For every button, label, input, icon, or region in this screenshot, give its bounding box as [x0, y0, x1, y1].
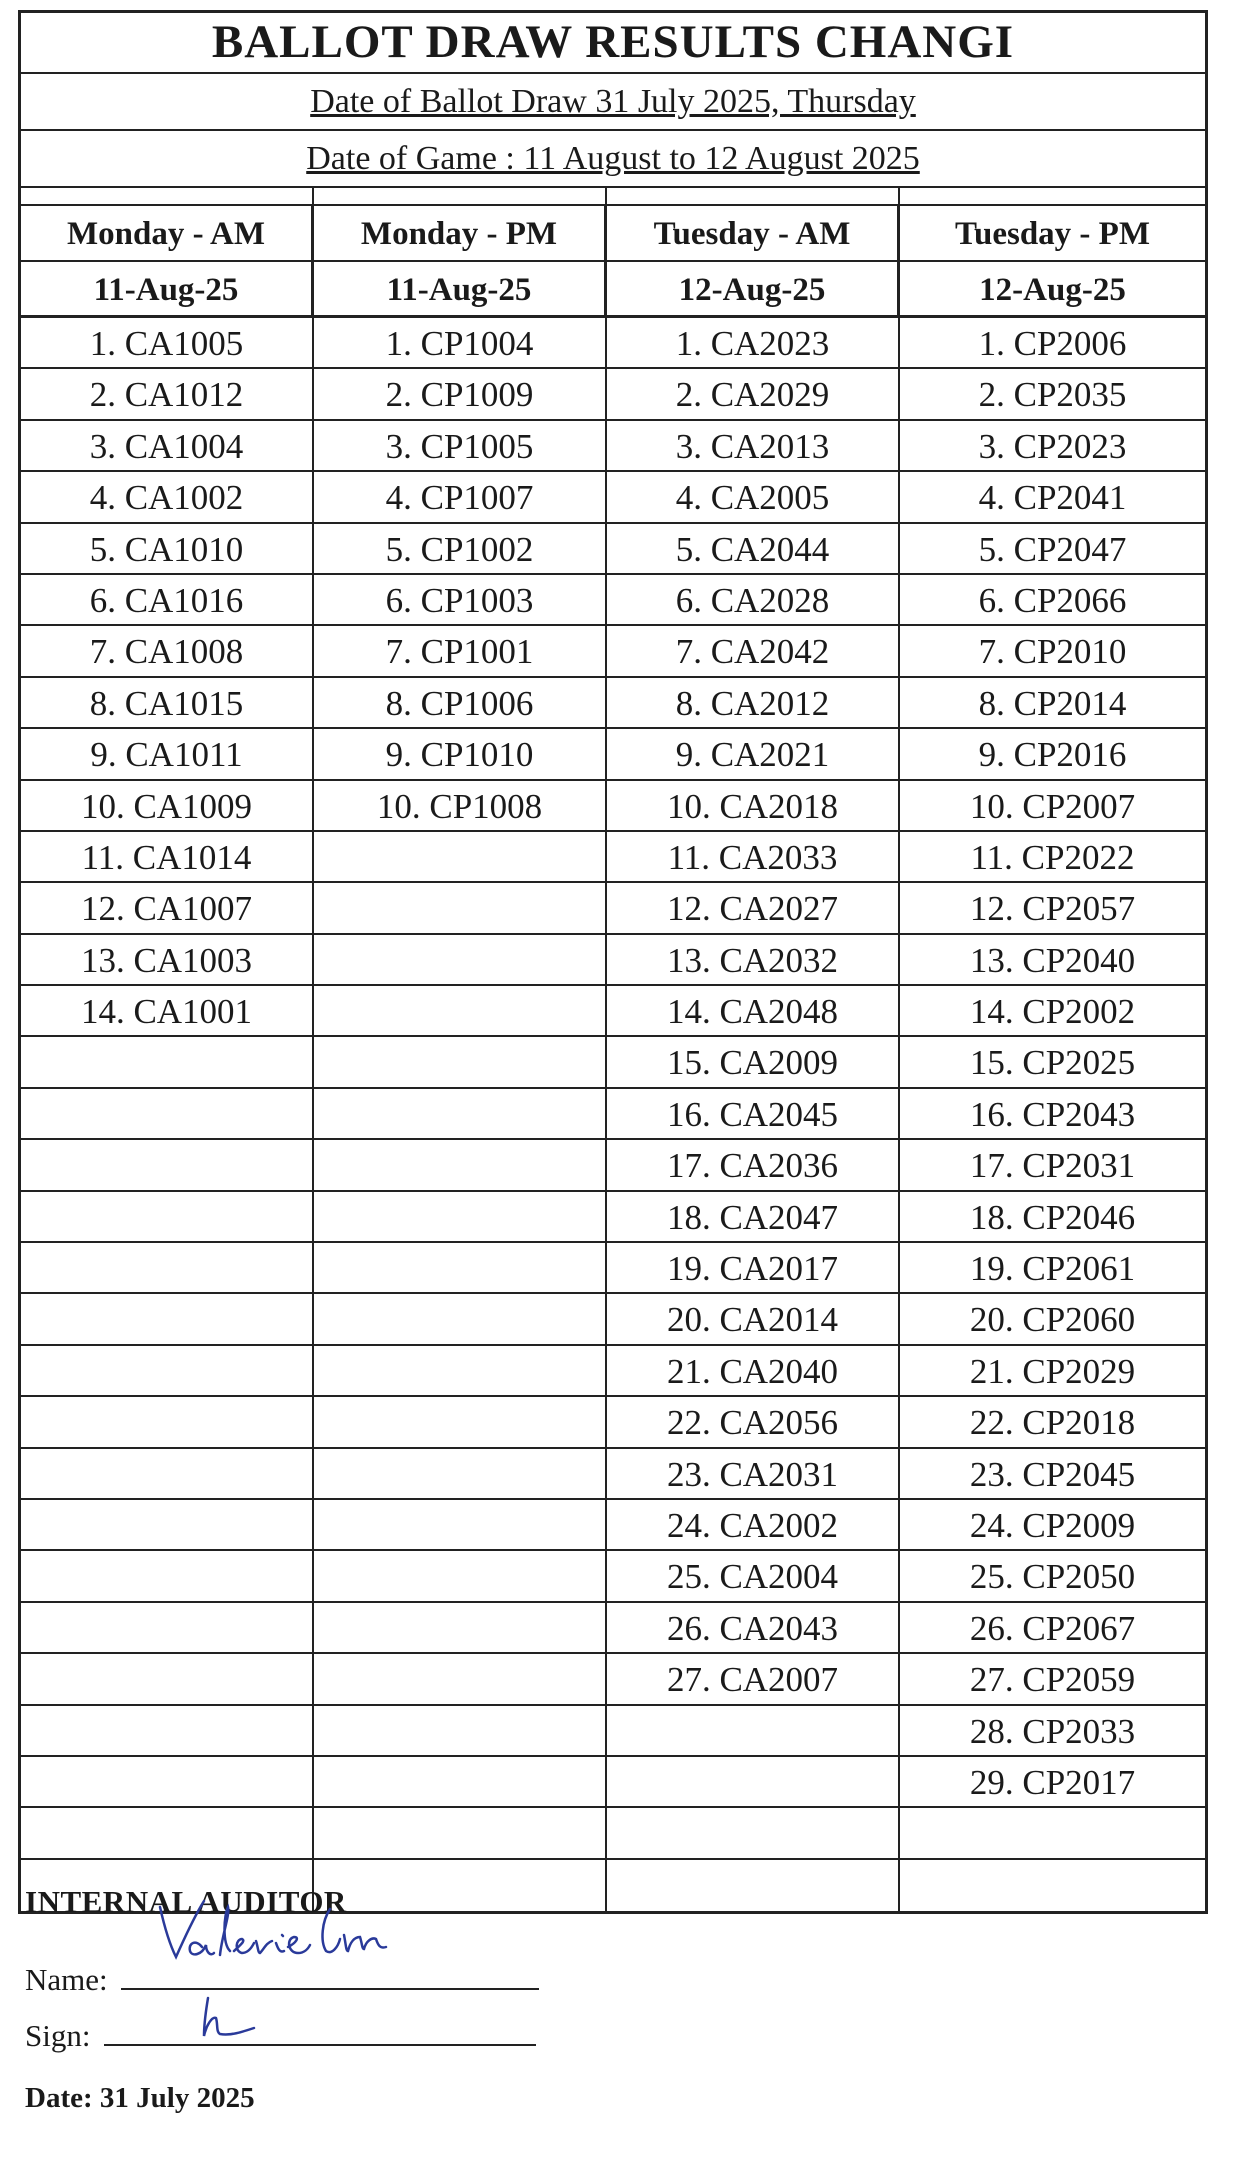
- table-cell: [314, 1294, 607, 1345]
- game-date: Date of Game : 11 August to 12 August 2025: [21, 131, 1205, 188]
- table-cell: [21, 1603, 314, 1654]
- table-cell: [314, 986, 607, 1037]
- table-cell: [314, 1654, 607, 1705]
- table-cell: 13. CP2040: [900, 935, 1205, 986]
- table-cell: [21, 1449, 314, 1500]
- table-cell: [314, 1243, 607, 1294]
- table-cell: 2. CA2029: [607, 369, 900, 420]
- table-cell: 5. CA2044: [607, 524, 900, 575]
- table-cell: 25. CA2004: [607, 1551, 900, 1602]
- table-cell: [607, 1860, 900, 1911]
- session-header-row: [21, 206, 1205, 262]
- table-cell: 10. CA2018: [607, 781, 900, 832]
- date-header-row: [21, 262, 1205, 318]
- table-cell: 27. CA2007: [607, 1654, 900, 1705]
- table-cell: [314, 1860, 607, 1911]
- table-cell: 26. CP2067: [900, 1603, 1205, 1654]
- table-cell: 12. CA2027: [607, 883, 900, 934]
- table-cell: [21, 1037, 314, 1088]
- table-cell: 17. CA2036: [607, 1140, 900, 1191]
- table-cell: 12. CA1007: [21, 883, 314, 934]
- sign-label: Sign:: [25, 2018, 91, 2053]
- table-cell: 22. CP2018: [900, 1397, 1205, 1448]
- table-cell: 3. CA2013: [607, 421, 900, 472]
- table-cell: 7. CA1008: [21, 626, 314, 677]
- table-cell: 1. CA2023: [607, 318, 900, 369]
- table-cell: 28. CP2033: [900, 1706, 1205, 1757]
- table-cell: [21, 1192, 314, 1243]
- table-cell: 11. CP2022: [900, 832, 1205, 883]
- table-cell: 3. CP2023: [900, 421, 1205, 472]
- table-cell: 11. CA1014: [21, 832, 314, 883]
- table-cell: [314, 1706, 607, 1757]
- table-cell: 4. CP1007: [314, 472, 607, 523]
- table-cell: 4. CA1002: [21, 472, 314, 523]
- table-cell: 24. CA2002: [607, 1500, 900, 1551]
- column-header-session: Monday - AM: [21, 206, 314, 262]
- spacer-cell: [21, 188, 314, 204]
- table-cell: 21. CA2040: [607, 1346, 900, 1397]
- name-row: [25, 1962, 539, 1998]
- table-cell: 7. CP1001: [314, 626, 607, 677]
- column-header-date: 12-Aug-25: [900, 262, 1205, 318]
- table-cell: 14. CA1001: [21, 986, 314, 1037]
- table-cell: 8. CP1006: [314, 678, 607, 729]
- table-cell: [314, 1037, 607, 1088]
- table-cell: 19. CP2061: [900, 1243, 1205, 1294]
- table-cell: [21, 1089, 314, 1140]
- table-cell: [21, 1346, 314, 1397]
- table-cell: 9. CA2021: [607, 729, 900, 780]
- table-cell: 13. CA2032: [607, 935, 900, 986]
- table-cell: [314, 832, 607, 883]
- page-title: BALLOT DRAW RESULTS CHANGI: [21, 13, 1205, 74]
- table-cell: 14. CA2048: [607, 986, 900, 1037]
- table-cell: [314, 1140, 607, 1191]
- table-cell: [21, 1397, 314, 1448]
- table-cell: 20. CA2014: [607, 1294, 900, 1345]
- table-cell: [21, 1243, 314, 1294]
- sign-row: [25, 2018, 536, 2054]
- table-cell: 5. CA1010: [21, 524, 314, 575]
- table-cell: [900, 1808, 1205, 1859]
- table-cell: [607, 1808, 900, 1859]
- table-cell: 1. CP2006: [900, 318, 1205, 369]
- table-cell: 7. CA2042: [607, 626, 900, 677]
- name-label: Name:: [25, 1962, 108, 1997]
- table-cell: 23. CA2031: [607, 1449, 900, 1500]
- table-cell: 2. CA1012: [21, 369, 314, 420]
- table-cell: 1. CP1004: [314, 318, 607, 369]
- table-cell: 25. CP2050: [900, 1551, 1205, 1602]
- audit-date: Date: 31 July 2025: [25, 2082, 255, 2114]
- table-cell: [21, 1551, 314, 1602]
- table-cell: 10. CP2007: [900, 781, 1205, 832]
- table-cell: [21, 1757, 314, 1808]
- table-cell: 5. CP2047: [900, 524, 1205, 575]
- table-cell: [314, 1808, 607, 1859]
- table-cell: 23. CP2045: [900, 1449, 1205, 1500]
- table-cell: 8. CP2014: [900, 678, 1205, 729]
- spacer-cell: [314, 188, 607, 204]
- column-header-date: 12-Aug-25: [607, 262, 900, 318]
- table-cell: [314, 1551, 607, 1602]
- table-cell: 2. CP1009: [314, 369, 607, 420]
- table-cell: 29. CP2017: [900, 1757, 1205, 1808]
- table-cell: 15. CA2009: [607, 1037, 900, 1088]
- table-cell: 26. CA2043: [607, 1603, 900, 1654]
- table-cell: [900, 1860, 1205, 1911]
- column-header-session: Tuesday - PM: [900, 206, 1205, 262]
- table-cell: [21, 1808, 314, 1859]
- column-header-session: Monday - PM: [314, 206, 607, 262]
- ballot-draw-date: Date of Ballot Draw 31 July 2025, Thursday: [21, 74, 1205, 131]
- ballot-results-sheet: [18, 10, 1208, 1914]
- table-cell: 10. CP1008: [314, 781, 607, 832]
- table-cell: 9. CA1011: [21, 729, 314, 780]
- table-cell: [314, 1449, 607, 1500]
- table-cell: 2. CP2035: [900, 369, 1205, 420]
- table-cell: 6. CP2066: [900, 575, 1205, 626]
- table-cell: [314, 883, 607, 934]
- table-cell: 10. CA1009: [21, 781, 314, 832]
- table-cell: 1. CA1005: [21, 318, 314, 369]
- table-cell: 14. CP2002: [900, 986, 1205, 1037]
- table-cell: [21, 1294, 314, 1345]
- table-cell: [607, 1757, 900, 1808]
- column-header-date: 11-Aug-25: [21, 262, 314, 318]
- table-cell: 16. CP2043: [900, 1089, 1205, 1140]
- table-cell: 9. CP2016: [900, 729, 1205, 780]
- table-cell: [314, 1346, 607, 1397]
- table-cell: 4. CP2041: [900, 472, 1205, 523]
- table-cell: 3. CP1005: [314, 421, 607, 472]
- table-cell: [21, 1654, 314, 1705]
- table-cell: 7. CP2010: [900, 626, 1205, 677]
- table-cell: 17. CP2031: [900, 1140, 1205, 1191]
- table-cell: 9. CP1010: [314, 729, 607, 780]
- table-cell: 22. CA2056: [607, 1397, 900, 1448]
- table-cell: [314, 935, 607, 986]
- table-cell: 15. CP2025: [900, 1037, 1205, 1088]
- table-cell: 4. CA2005: [607, 472, 900, 523]
- table-cell: 12. CP2057: [900, 883, 1205, 934]
- table-cell: 24. CP2009: [900, 1500, 1205, 1551]
- column-header-date: 11-Aug-25: [314, 262, 607, 318]
- table-cell: 16. CA2045: [607, 1089, 900, 1140]
- table-cell: [314, 1603, 607, 1654]
- name-line: [121, 1964, 539, 1990]
- table-cell: [314, 1397, 607, 1448]
- table-cell: [314, 1192, 607, 1243]
- column-header-session: Tuesday - AM: [607, 206, 900, 262]
- table-cell: 18. CA2047: [607, 1192, 900, 1243]
- results-table-body: [21, 318, 1205, 1911]
- table-cell: 20. CP2060: [900, 1294, 1205, 1345]
- table-cell: 6. CA1016: [21, 575, 314, 626]
- table-cell: 6. CA2028: [607, 575, 900, 626]
- table-cell: [21, 1706, 314, 1757]
- table-cell: [607, 1706, 900, 1757]
- table-cell: 5. CP1002: [314, 524, 607, 575]
- spacer-cell: [900, 188, 1205, 204]
- table-cell: 6. CP1003: [314, 575, 607, 626]
- table-cell: 8. CA1015: [21, 678, 314, 729]
- table-cell: [314, 1089, 607, 1140]
- table-cell: 18. CP2046: [900, 1192, 1205, 1243]
- spacer-row: [21, 188, 1205, 206]
- table-cell: 3. CA1004: [21, 421, 314, 472]
- table-cell: [21, 1140, 314, 1191]
- table-cell: 19. CA2017: [607, 1243, 900, 1294]
- table-cell: 27. CP2059: [900, 1654, 1205, 1705]
- table-cell: 8. CA2012: [607, 678, 900, 729]
- table-cell: 21. CP2029: [900, 1346, 1205, 1397]
- table-cell: 13. CA1003: [21, 935, 314, 986]
- spacer-cell: [607, 188, 900, 204]
- sign-line: [104, 2020, 536, 2046]
- table-cell: 11. CA2033: [607, 832, 900, 883]
- table-cell: [314, 1757, 607, 1808]
- table-cell: [314, 1500, 607, 1551]
- table-cell: [21, 1500, 314, 1551]
- auditor-title: INTERNAL AUDITOR: [25, 1884, 347, 1919]
